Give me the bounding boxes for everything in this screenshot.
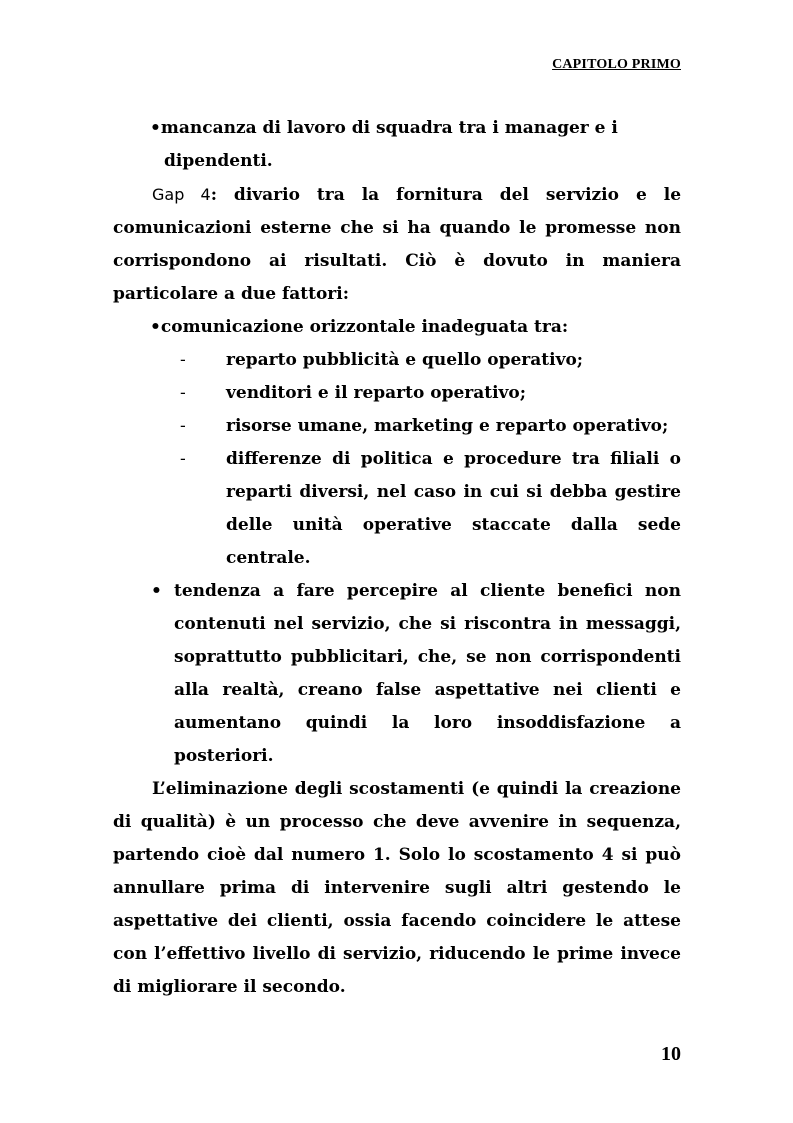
- bullet-expectations: [113, 575, 681, 773]
- chapter-header: CAPITOLO PRIMO: [552, 57, 681, 72]
- bullet-symbol: •: [150, 118, 161, 138]
- gap4-paragraph: [113, 178, 681, 311]
- gap4-text: : divario tra la fornitura del servizio e le comunicazioni esterne che si ha quando le promesse non corrispondono ai risultati. Ciò è dovuto in maniera particolare a due fattori:: [113, 185, 682, 304]
- bullet-communication: [113, 311, 681, 344]
- sub-item: [113, 377, 681, 410]
- bullet-communication-text: comunicazione orizzontale inadeguata tra:: [160, 317, 569, 337]
- bullet-teamwork-continuation: dipendenti.: [164, 151, 273, 171]
- sub-item-text: reparto pubblicità e quello operativo;: [226, 350, 584, 370]
- bullet-symbol: •: [151, 581, 162, 601]
- sub-item: [113, 410, 681, 443]
- dash-marker: -: [180, 350, 186, 370]
- dash-marker: -: [180, 383, 186, 403]
- dash-marker: -: [180, 416, 186, 436]
- bullet-teamwork-text: mancanza di lavoro di squadra tra i manager e i: [160, 118, 618, 138]
- page-number: 10: [661, 1043, 681, 1065]
- closing-paragraph: L’eliminazione degli scostamenti (e quindi la creazione di qualità) è un processo che deve avvenire in sequenza, partendo cioè dal numero 1. Solo lo scostamento 4 si può annullare prima di intervenire sugli altri gestendo le aspettative dei clienti, ossia facendo coincidere le attese con l’effettivo livello di servizio, riducendo le prime invece di migliorare il secondo.: [113, 779, 681, 997]
- bullet-teamwork: [113, 112, 681, 178]
- sub-item-text: differenze di politica e procedure tra filiali o reparti diversi, nel caso in cui si debba gestire delle unità operative staccate dalla sede centrale.: [226, 449, 681, 568]
- sub-item: [113, 344, 681, 377]
- page-body: [113, 112, 681, 1004]
- sub-item-text: risorse umane, marketing e reparto operativo;: [226, 416, 669, 436]
- sub-item: [113, 443, 681, 575]
- gap4-label: Gap 4: [152, 185, 211, 204]
- dash-marker: -: [180, 449, 186, 469]
- sub-item-text: venditori e il reparto operativo;: [226, 383, 527, 403]
- bullet-symbol: •: [150, 317, 161, 337]
- bullet-expectations-text: tendenza a fare percepire al cliente benefici non contenuti nel servizio, che si riscontra in messaggi, soprattutto pubblicitari, che, se non corrispondenti alla realtà, creano false aspettative nei clienti e aumentano quindi la loro insoddisfazione a posteriori.: [174, 581, 681, 766]
